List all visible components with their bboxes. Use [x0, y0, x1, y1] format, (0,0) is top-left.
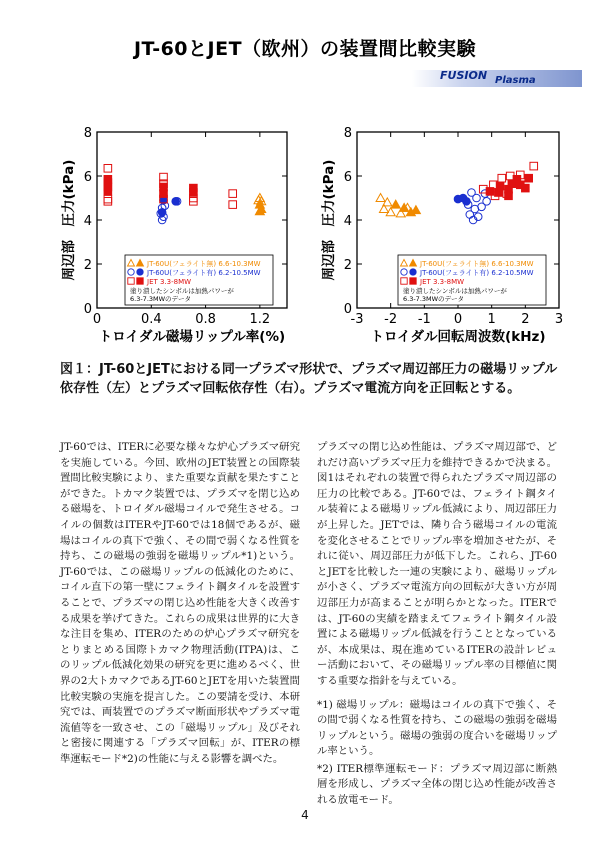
data-point-square	[496, 182, 504, 190]
y-tick-label: 6	[343, 170, 352, 185]
legend-marker-square	[137, 278, 143, 284]
banner-plasma-label: Plasma	[495, 75, 536, 86]
y-tick-label: 2	[83, 258, 92, 273]
legend-marker-circle	[137, 269, 143, 275]
y-tick-label: 8	[343, 126, 352, 141]
chart-right	[312, 118, 574, 357]
x-tick-label: 2	[521, 312, 530, 327]
data-point-square	[505, 192, 513, 200]
data-point-square	[104, 176, 112, 184]
data-point-square	[160, 183, 168, 191]
data-point-square	[104, 195, 112, 203]
legend-note-line: 6.3-7.3MWのデータ	[130, 295, 192, 303]
footnote-1: *1) 磁場リップル：磁場はコイルの真下で強く、その間で弱くなる性質を持ち、この磁場の強弱を磁場リップルという。磁場の強弱の度合いを磁場リップル率という。	[317, 698, 557, 758]
chart-left	[52, 118, 302, 357]
data-point-triangle	[391, 200, 400, 208]
y-tick-label: 0	[83, 302, 92, 317]
y-tick-label: 4	[83, 214, 92, 229]
x-tick-label: 1.2	[249, 312, 271, 327]
page-title: JT-60とJET（欧州）の装置間比較実験	[133, 38, 477, 60]
x-tick-label: 0.8	[195, 312, 216, 327]
data-point-triangle	[411, 206, 420, 214]
y-tick-label: 0	[343, 302, 352, 317]
data-point-circle	[468, 189, 476, 197]
legend-entry-label: JT-60U(フェライト無) 6.6-10.3MW	[420, 260, 534, 268]
banner-fusion-label: FUSION	[440, 69, 488, 82]
data-point-square	[498, 174, 506, 182]
legend-entry-label: JT-60U(フェライト有) 6.2-10.5MW	[147, 269, 261, 277]
x-tick-label: 0	[453, 312, 463, 327]
y-tick-label: 6	[83, 170, 92, 185]
y-tick-label: 8	[83, 126, 92, 141]
data-point-square	[190, 189, 198, 197]
page-number: 4	[301, 808, 309, 822]
x-tick-label: 1	[487, 312, 496, 327]
x-tick-label: -2	[384, 312, 398, 327]
legend-entry-label: JET 3.3-8MW	[147, 278, 192, 286]
data-point-square	[229, 190, 237, 198]
x-axis-label: トロイダル回転周波数(kHz)	[370, 329, 546, 345]
x-tick-label: -3	[350, 312, 364, 327]
x-tick-label: 0	[92, 312, 102, 327]
legend-note-line: 6.3-7.3MWのデータ	[403, 295, 465, 303]
legend-note-line: 塗り潰したシンボルは加熱パワーが	[403, 287, 507, 295]
x-tick-label: 3	[554, 312, 564, 327]
y-axis-label: 周辺部 圧力(kPa)	[321, 159, 337, 281]
data-point-circle	[158, 209, 166, 217]
data-point-circle	[172, 198, 180, 206]
y-tick-label: 2	[343, 258, 352, 273]
body-column-right	[317, 440, 557, 809]
chart-left-svg	[52, 118, 302, 353]
data-point-circle	[483, 198, 491, 206]
legend-entry-label: JT-60U(フェライト無) 6.6-10.3MW	[147, 260, 261, 268]
body-column-left	[60, 440, 300, 767]
legend-note-line: 塗り潰したシンボルは加熱パワーが	[130, 287, 234, 295]
data-point-circle	[459, 194, 467, 202]
footnote-2: *2) ITER標準運転モード：プラズマ周辺部に断熱層を形成し、プラズマ全体の閉じ込め性能が改善される放電モード。	[317, 762, 557, 807]
data-point-square	[525, 174, 533, 182]
x-axis-label: トロイダル磁場リップル率(%)	[98, 329, 286, 345]
data-point-square	[530, 162, 538, 170]
x-tick-label: -1	[417, 312, 431, 327]
y-tick-label: 4	[343, 214, 352, 229]
y-axis-label: 周辺部 圧力(kPa)	[61, 159, 77, 281]
legend-entry-label: JET 3.3-8MW	[420, 278, 465, 286]
data-point-square	[104, 165, 112, 173]
legend-marker-square	[410, 278, 416, 284]
x-tick-label: 0.4	[140, 312, 162, 327]
body-paragraph-left: JT-60では、ITERに必要な様々な炉心プラズマ研究を実施している。今回、欧州のJET装置との国際装置間比較実験により、また重要な貢献を果たすことができた。トカマク装置では、プラズマを閉じ込める磁場を、トロイダル磁場コイルで発生させる。コイルの個数はITERやJT-60では18個であるが、磁場はコイルの真下で強く、その間で弱くなる性質を持ち、この磁場の強弱を磁場リップル*1)という。JT-60では、この磁場リップルの低減化のために、コイル直下の第一壁にフェライト鋼タイルを設置することで、プラズマの閉じ込め性能を大きく改善する成果を挙げてきた。これらの成果は世界的に大きな注目を集め、ITERのための炉心プラズマ研究をとりまとめる国際トカマク物理活動(ITPA)は、このリップル低減化効果の研究を更に進めるべく、世界の2大トカマクであるJT-60とJETを用いた装置間比較実験の実施を提言した。この要請を受け、本研究では、両装置でのプラズマ断面形状やプラズマ電流値等を一致させ、この「磁場リップル」及びそれと密接に関連する「プラズマ回転」が、ITERの標準運転モード*2)の性能に与える影響を調べた。	[60, 441, 300, 765]
data-point-square	[522, 184, 530, 192]
figure-caption: 図１：JT-60とJETにおける同一プラズマ形状で、プラズマ周辺部圧力の磁場リップル依存性（左）とプラズマ回転依存性（右）。プラズマ電流方向を正回転とする。	[60, 362, 558, 396]
legend-entry-label: JT-60U(フェライト有) 6.2-10.5MW	[420, 269, 534, 277]
data-point-triangle	[376, 194, 385, 202]
legend-marker-circle	[410, 269, 416, 275]
data-point-square	[229, 201, 237, 209]
data-point-square	[104, 198, 112, 206]
data-point-square	[486, 188, 494, 196]
body-paragraph-right: プラズマの閉じ込め性能は、プラズマ周辺部で、どれだけ高いプラズマ圧力を維持できるかで決まる。図1はそれぞれの装置で得られたプラズマ周辺部の圧力の比較である。JT-60では、フェライト鋼タイル装着による磁場リップル低減により、周辺部圧力が上昇した。JETでは、隣り合う磁場コイルの電流を変化させることでリップル率を増加させたが、それに従い、周辺部圧力が低下した。これら、JT-60とJETを比較した一連の実験により、磁場リップルが小さく、プラズマ電流方向の回転が大きい方が周辺部圧力が高まることが明らかとなった。ITERでは、JT-60の実績を踏まえてフェライト鋼タイル設置による磁場リップル低減を行うこととなっているが、本成果は、現在進めているITERの設計レビュー活動において、その磁場リップル率の目標値に関する重要な指針を与えている。	[317, 441, 557, 687]
chart-right-svg	[312, 118, 574, 353]
